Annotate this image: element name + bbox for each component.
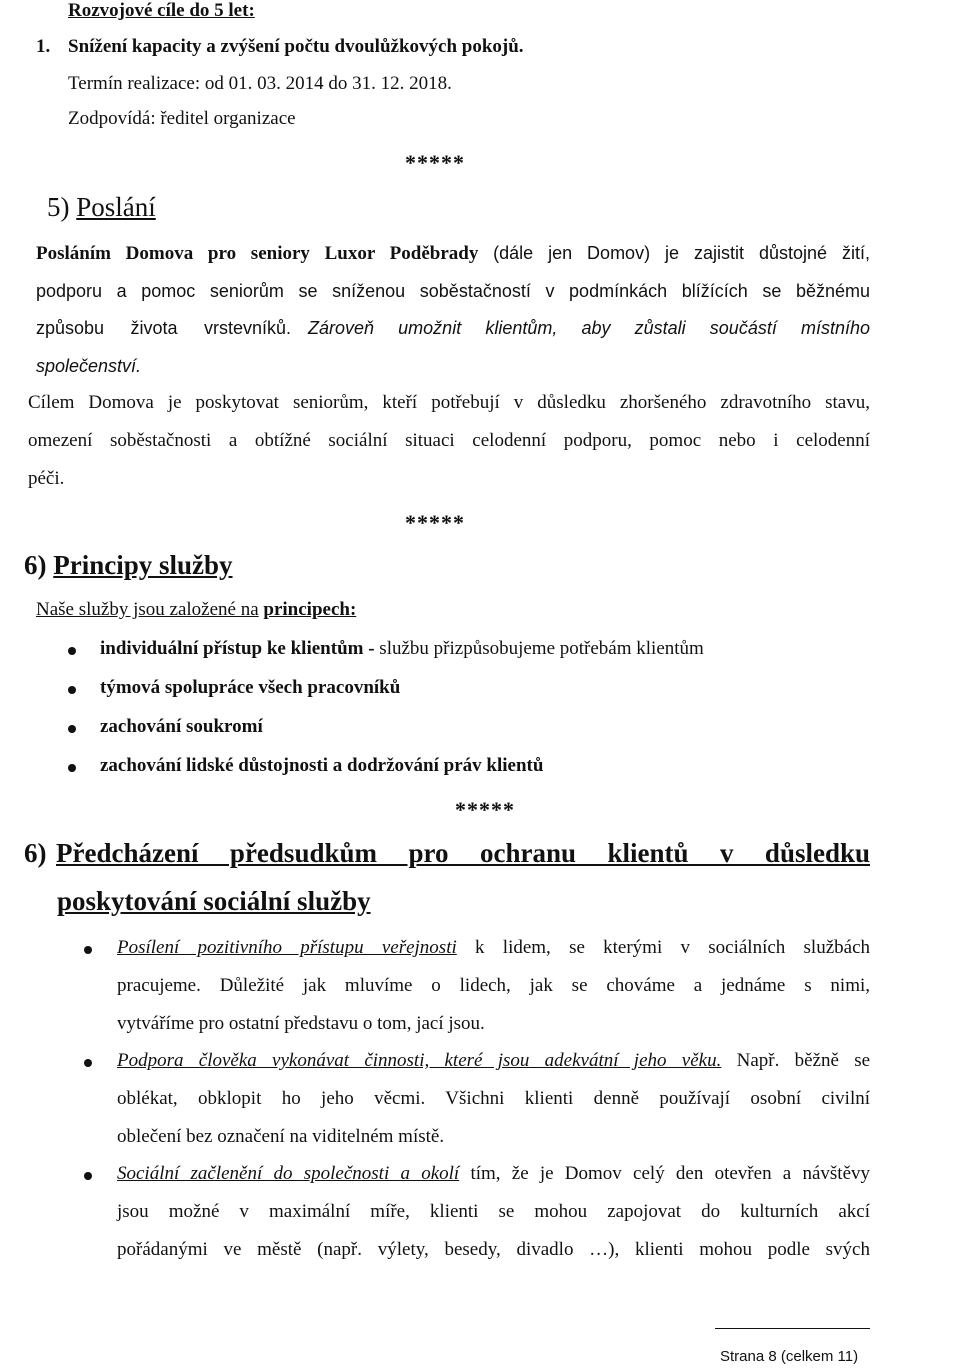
footer-rule	[715, 1328, 870, 1329]
principles-intro	[36, 599, 356, 621]
mission-p1-line2: podporu a pomoc seniorům se sníženou soběstačností v podmínkách blížících se běžnému	[36, 281, 870, 301]
goal-item-title: Snížení kapacity a zvýšení počtu dvoulůžkových pokojů.	[68, 36, 524, 57]
bullet-icon	[68, 686, 76, 694]
mission-p1-line3	[36, 318, 870, 339]
prejudice-title-line1: Předcházení předsudkům pro ochranu klientů v důsledku	[56, 838, 870, 868]
principle-item-3: zachování soukromí	[100, 716, 263, 737]
prejudice-b3-rest: tím, že je Domov celý den otevřen a návštěvy	[470, 1163, 871, 1184]
mission-title: Poslání	[76, 192, 156, 222]
principles-heading	[24, 550, 233, 581]
principles-number: 6)	[24, 550, 47, 580]
prejudice-b2-line1	[117, 1050, 870, 1072]
principles-intro-b: principech:	[263, 599, 357, 620]
goal-term: Termín realizace: od 01. 03. 2014 do 31. 12. 2018.	[68, 73, 452, 94]
separator-2: *****	[405, 510, 465, 535]
mission-heading	[47, 192, 156, 223]
mission-p1-line4: společenství.	[36, 356, 142, 376]
page-number: Strana 8 (celkem 11)	[720, 1348, 859, 1365]
mission-p1-l1-rest: (dále jen Domov) je zajistit důstojné žití,	[493, 243, 871, 263]
bullet-icon	[68, 725, 76, 733]
prejudice-b3-line1	[117, 1163, 870, 1185]
mission-number: 5)	[47, 192, 70, 222]
prejudice-b1-line1	[117, 937, 870, 959]
mission-p1-l3b: Zároveň umožnit klientům, aby zůstali součástí místního	[308, 318, 870, 338]
prejudice-b1-line2: pracujeme. Důležité jak mluvíme o lidech, jak se chováme a jednáme s nimi,	[117, 975, 870, 996]
principle-item-1-bold: individuální přístup ke klientům -	[100, 638, 375, 659]
principles-intro-a: Naše služby jsou založené na	[36, 599, 259, 620]
separator-1: *****	[405, 150, 465, 175]
mission-p2-line1: Cílem Domova je poskytovat seniorům, kteří potřebují v důsledku zhoršeného zdravotního stavu,	[28, 392, 870, 413]
prejudice-b2-link: Podpora člověka vykonávat činnosti, které jsou adekvátní jeho věku.	[117, 1050, 722, 1071]
prejudice-b2-line2: oblékat, obklopit ho jeho věcmi. Všichni klienti denně používají osobní civilní	[117, 1088, 870, 1109]
prejudice-b3-link: Sociální začlenění do společnosti a okolí	[117, 1163, 460, 1184]
bullet-icon	[84, 1172, 92, 1180]
bullet-icon	[68, 647, 76, 655]
mission-p2-line3: péči.	[28, 468, 65, 489]
goal-item-number: 1.	[36, 36, 51, 57]
mission-p1-line1	[36, 243, 870, 265]
principle-item-1-rest: službu přizpůsobujeme potřebám klientům	[379, 638, 704, 659]
mission-p1-l3a: způsobu života vrstevníků.	[36, 318, 291, 338]
mission-p1-bold: Posláním Domova pro seniory Luxor Poděbrady	[36, 243, 479, 264]
mission-p2-line2: omezení soběstačnosti a obtížné sociální situaci celodenní podporu, pomoc nebo i celodenní	[28, 430, 870, 451]
prejudice-b3-line2: jsou možné v maximální míře, klienti se mohou zapojovat do kulturních akcí	[117, 1201, 870, 1222]
prejudice-b1-line3: vytváříme pro ostatní představu o tom, jací jsou.	[117, 1013, 485, 1034]
bullet-icon	[84, 946, 92, 954]
principle-item-1	[100, 638, 704, 660]
bullet-icon	[68, 764, 76, 772]
prejudice-b1-link: Posílení pozitivního přístupu veřejnosti	[117, 937, 457, 958]
prejudice-b2-line3: oblečení bez označení na viditelném místě.	[117, 1126, 445, 1147]
prejudice-b3-line3: pořádanými ve městě (např. výlety, besedy, divadlo …), klienti mohou podle svých	[117, 1239, 870, 1260]
prejudice-title-line2: poskytování sociální služby	[57, 886, 371, 916]
principle-item-4: zachování lidské důstojnosti a dodržování práv klientů	[100, 755, 544, 776]
goal-responsible: Zodpovídá: ředitel organizace	[68, 108, 296, 129]
principles-title: Principy služby	[53, 550, 233, 580]
prejudice-heading	[24, 838, 870, 869]
goals-heading: Rozvojové cíle do 5 let:	[68, 0, 255, 21]
prejudice-b1-rest: k lidem, se kterými v sociálních službách	[475, 937, 871, 958]
prejudice-number: 6)	[24, 838, 47, 868]
bullet-icon	[84, 1059, 92, 1067]
principle-item-2: týmová spolupráce všech pracovníků	[100, 677, 401, 698]
separator-3: *****	[455, 797, 515, 822]
prejudice-b2-rest: Např. běžně se	[736, 1050, 871, 1071]
